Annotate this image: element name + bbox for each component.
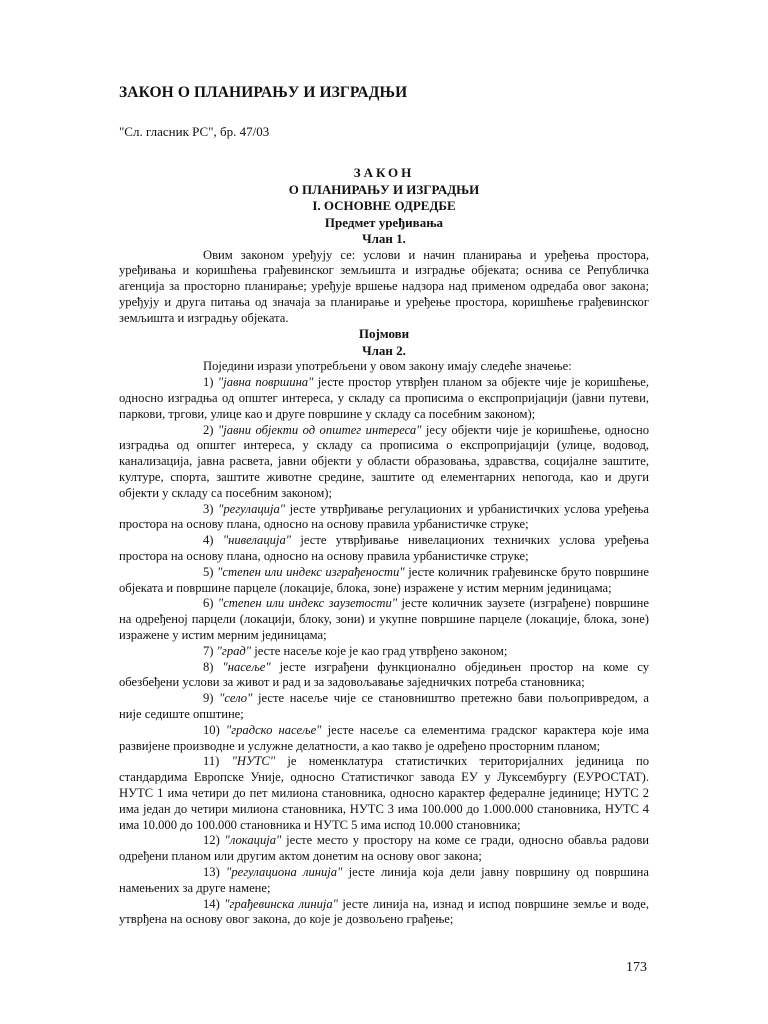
definition-item — [119, 502, 649, 534]
item-number: 10) — [203, 722, 226, 737]
definition-item — [119, 375, 649, 422]
item-number: 14) — [203, 896, 225, 911]
item-number: 1) — [203, 375, 218, 390]
item-text: јесте простор утврђен планом за објекте чије је коришћење, односно изградња од општег интереса, у складу са прописима о експропријацији (јавни путеви, паркови, тргови, улице као и друге површине у складу са посебним законом); — [119, 375, 650, 421]
article-text: Овим законом уређују се: услови и начин планирања и уређења простора, уређивања и коришћења грађевинског земљишта и изградње објеката; оснива се Републичка агенција за просторно планирање; уређује вршење надзора над применом одредаба овог закона; уређују и друга питања од значаја за планирање и уређење простора, коришћење грађевинског земљишта и изградњу објеката. — [119, 247, 649, 325]
item-term: "НУТС" — [231, 754, 276, 769]
item-text: јесте линија на, изнад и испод површине земље и воде, утврђена на основу овог закона, до које је дозвољено грађење; — [119, 896, 650, 927]
item-text: јесте насеље чије се становништво претежно бави пољопривредом, а није седиште општине; — [119, 691, 650, 722]
article-heading: Члан 2. — [362, 342, 406, 358]
section-title: Предмет уређивања — [324, 214, 444, 230]
definition-item — [119, 754, 649, 833]
item-term: "степен или индекс изграђености" — [217, 564, 405, 579]
item-text: јесте насеље са елементима градског карактера које има развијене производне и услужне делатности, а као такво је одређено просторним планом; — [119, 722, 650, 753]
document-content — [119, 84, 649, 928]
item-term: "степен или индекс заузетости" — [217, 596, 398, 611]
definition-item — [119, 533, 649, 565]
item-term: "регулациона линија" — [226, 864, 343, 879]
definitions-list — [119, 375, 649, 928]
item-term: "регулација" — [218, 501, 286, 516]
item-text: јесте место у простору на коме се гради, односно обавља радови одређени планом или другим актом донетим на основу овог закона; — [119, 833, 650, 864]
item-term: "нивелација" — [222, 533, 292, 548]
definition-item — [119, 833, 649, 865]
item-text: јесте насеље које је као град утврђено законом; — [251, 643, 508, 658]
item-term: "јавни објекти од општег интереса" — [217, 422, 422, 437]
item-number: 2) — [203, 422, 218, 437]
item-term: "село" — [219, 691, 253, 706]
item-number: 4) — [203, 533, 223, 548]
definition-item — [119, 423, 649, 502]
definition-item — [119, 897, 649, 929]
item-text: јесу објекти чије је коришћење, односно изградња од општег интереса, у складу са прописима о експропријацији (улице, водовод, канализација, јавна расвета, јавни објекти у области образовања, здравства, социјалне заштите, културе, спорта, заштите животне средине, заштите од елементарних непогода, као и други објекти у складу са посебним законом); — [119, 422, 650, 500]
definition-item — [119, 644, 649, 660]
item-number: 12) — [203, 833, 225, 848]
document-title: ЗАКОН О ПЛАНИРАЊУ И ИЗГРАДЊИ — [119, 84, 408, 101]
definition-item — [119, 565, 649, 597]
item-term: "насеље" — [222, 659, 271, 674]
definition-item — [119, 865, 649, 897]
article-heading: Члан 1. — [362, 231, 406, 246]
item-number: 9) — [203, 691, 220, 706]
item-term: "градско насеље" — [225, 722, 322, 737]
item-term: "јавна површина" — [217, 375, 314, 390]
item-number: 6) — [203, 596, 218, 611]
item-number: 8) — [203, 659, 223, 674]
article-intro: Поједини изрази употребљени у овом закону имају следеће значење: — [203, 359, 572, 374]
item-text: јесте утврђивање регулационих и урбанистичких услова уређења простора на основу плана, односно на основу правила урбанистичке струке; — [119, 501, 649, 532]
page-number: 173 — [626, 960, 647, 975]
definition-item — [119, 691, 649, 723]
item-term: "локација" — [224, 833, 282, 848]
item-text: јесте количник грађевинске бруто површине објеката и површине парцеле (локације, блока, зоне) изражене у истим мерним јединицама; — [119, 564, 650, 595]
item-text: јесте изграђени функционално обједињен простор на коме су обезбеђени услови за живот и рад и за задовољавање заједничких потреба становника; — [119, 659, 649, 690]
definition-item — [119, 660, 649, 692]
definition-item — [119, 596, 649, 643]
item-text: је номенклатура статистичких територијалних јединица по стандардима Европске Уније, односно Статистичког завода ЕУ у Луксембургу (ЕУРОСТАТ). НУТС 1 има четири до пет милиона становника, односно карактер федералне јединице; НУТС 2 има један до четири милиона становника, НУТС 3 има 100.000 до 1.000.000 становника, НУТС 4 има 10.000 до 100.000 становника и НУТС 5 има испод 10.000 становника; — [119, 754, 649, 832]
gazette-reference: "Сл. гласник РС", бр. 47/03 — [119, 124, 270, 139]
item-text: јесте количник заузете (изграђене) површине на одређеној парцели (локацији, блоку, зони) и укупне површине парцеле (локације, блока, зоне) изражене у истим мерним јединицама; — [119, 596, 649, 643]
item-number: 7) — [203, 643, 217, 658]
section-title: Појмови — [358, 326, 410, 342]
definition-item — [119, 723, 649, 755]
item-term: "грађевинска линија" — [224, 896, 338, 911]
item-number: 11) — [203, 754, 232, 769]
item-text: јесте утврђивање нивелационих техничких услова уређења простора на основу плана, односно на основу правила урбанистичке струке; — [119, 533, 650, 564]
item-term: "град" — [216, 643, 252, 658]
item-text: јесте линија која дели јавну површину од површина намењених за друге намене; — [119, 864, 650, 895]
law-heading: ЗАКОН — [353, 165, 415, 180]
chapter-heading: I. ОСНОВНЕ ОДРЕДБЕ — [312, 198, 456, 213]
item-number: 3) — [203, 501, 219, 516]
item-number: 13) — [203, 864, 227, 879]
item-number: 5) — [203, 564, 218, 579]
law-subheading: О ПЛАНИРАЊУ И ИЗГРАДЊИ — [288, 181, 480, 197]
